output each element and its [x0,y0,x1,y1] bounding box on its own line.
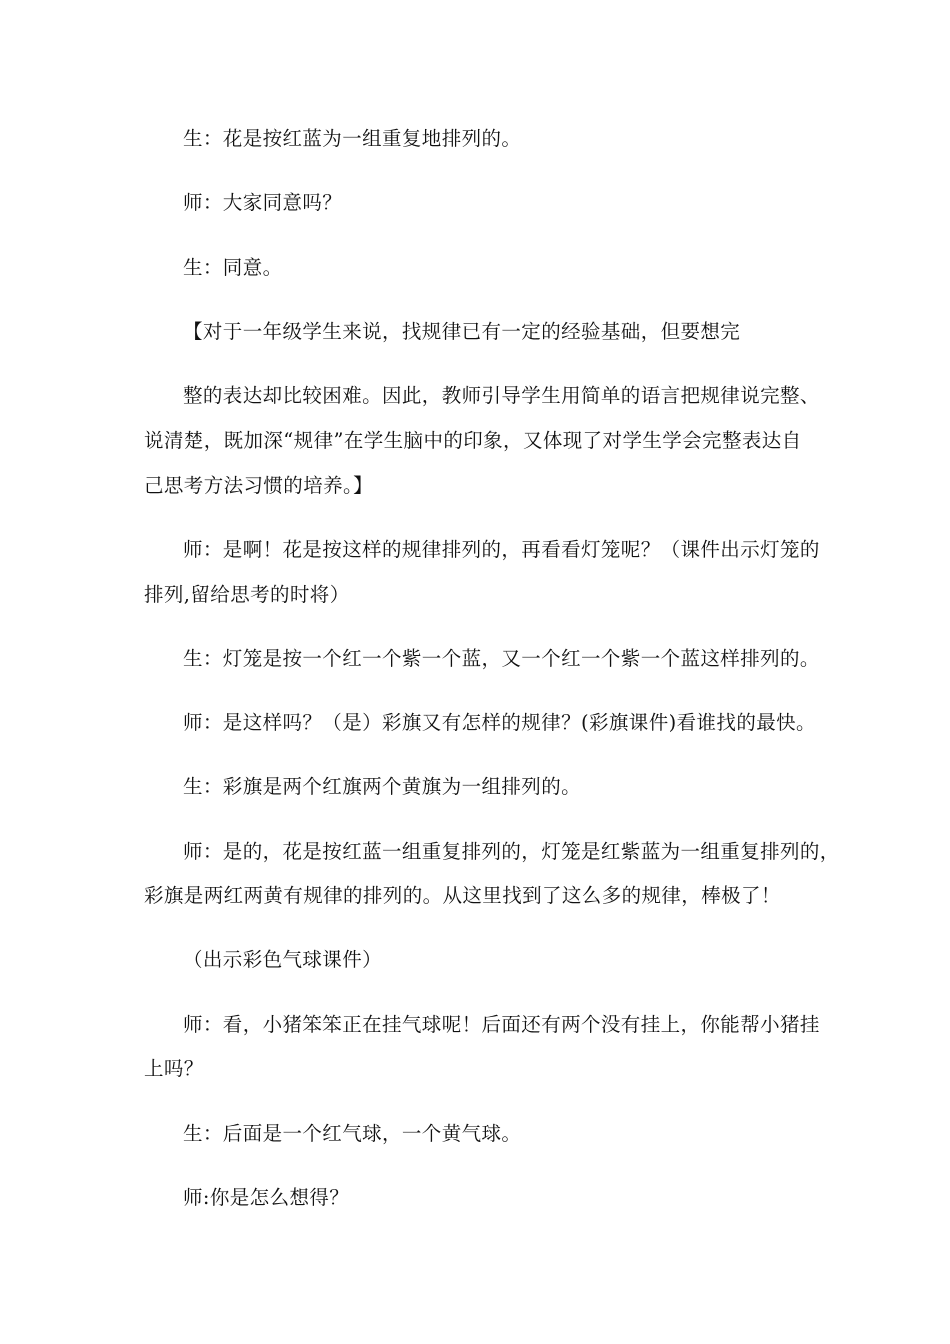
text-line: 师：是啊！花是按这样的规律排列的，再看看灯笼呢？（课件出示灯笼的 [183,538,820,561]
text-line: （出示彩色气球课件） [183,948,383,971]
text-line: 彩旗是两红两黄有规律的排列的。从这里找到了这么多的规律，棒极了！ [144,884,781,907]
text-line: 师：是的，花是按红蓝一组重复排列的，灯笼是红紫蓝为一组重复排列的， [183,840,840,863]
text-line: 师：是这样吗？（是）彩旗又有怎样的规律？(彩旗课件)看谁找的最快。 [183,711,816,734]
text-line: 说清楚，既加深“规律”在学生脑中的印象，又体现了对学生学会完整表达自 [144,429,802,452]
text-line: 师:你是怎么想得？ [183,1186,350,1209]
text-line: 上吗？ [144,1057,204,1080]
text-line: 生：彩旗是两个红旗两个黄旗为一组排列的。 [183,775,582,798]
text-line: 生：后面是一个红气球，一个黄气球。 [183,1122,522,1145]
text-line: 师：看，小猪笨笨正在挂气球呢！后面还有两个没有挂上，你能帮小猪挂 [183,1013,820,1036]
text-line: 师：大家同意吗？ [183,191,343,214]
text-line: 【对于一年级学生来说，找规律已有一定的经验基础，但要想完 [183,320,741,343]
text-line: 己思考方法习惯的培养。】 [144,474,374,497]
text-line: 生：灯笼是按一个红一个紫一个蓝，又一个红一个紫一个蓝这样排列的。 [183,647,820,670]
text-line: 生：花是按红蓝为一组重复地排列的。 [183,127,522,150]
text-line: 生：同意。 [183,256,283,279]
text-line: 整的表达却比较困难。因此，教师引导学生用简单的语言把规律说完整、 [183,384,820,407]
text-line: 排列,留给思考的时将） [144,583,350,606]
